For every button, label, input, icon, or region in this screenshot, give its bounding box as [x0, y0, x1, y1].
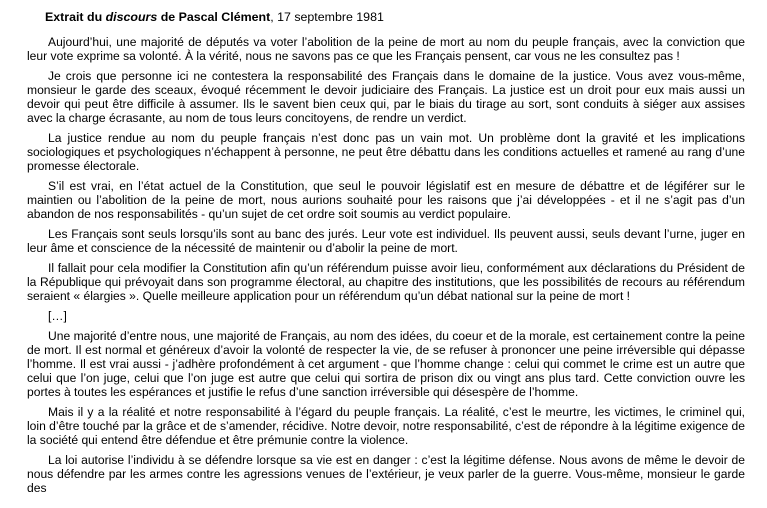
- title-date: , 17 septembre 1981: [270, 10, 384, 24]
- paragraph-7: Une majorité d’entre nous, une majorité de Français, au nom des idées, du coeur et de la morale, est certainement contre la peine de mort. Il est normal et généreux d’avoir la volonté de respecter la vie, de se refuser à prononcer une peine irréversible qui dépasse l’homme. Il est vrai aussi - j’adhère profondément à cet argument - que l’homme change : celui qui commet le crime est un autre que celui que l’on juge, celui que l’on juge est autre que celui qui sortira de prison dix ou vingt ans plus tard. Cette conviction ouvre les portes à toutes les espérances et justifie le refus d’une sanction irréversible qui désespère de l’homme.: [27, 329, 745, 399]
- paragraph-5: Les Français sont seuls lorsqu’ils sont au banc des jurés. Leur vote est individuel. Ils peuvent aussi, seuls devant l’urne, juger en leur âme et conscience de la nécessité de maintenir ou d’abolir la peine de mort.: [27, 227, 745, 255]
- document-title: [45, 9, 745, 25]
- paragraph-1: Aujourd’hui, une majorité de députés va voter l’abolition de la peine de mort au nom du peuple français, avec la conviction que leur vote exprime sa volonté. À la vérité, nous ne savons pas ce que les Français pensent, car vous ne les consultez pas !: [27, 35, 745, 63]
- title-prefix: Extrait du: [45, 10, 106, 24]
- paragraph-2: Je crois que personne ici ne contestera la responsabilité des Français dans le domaine de la justice. Vous avez vous-même, monsieur le garde des sceaux, évoqué récemment le devoir judiciaire des Français. La justice est un droit pour eux mais aussi un devoir qui peut être difficile à assumer. Ils le savent bien ceux qui, par le biais du tirage au sort, sont conduits à siéger aux assises avec la charge écrasante, au nom de tous leurs concitoyens, de rendre un verdict.: [27, 69, 745, 125]
- paragraph-8: Mais il y a la réalité et notre responsabilité à l’égard du peuple français. La réalité, c’est le meurtre, les victimes, le criminel qui, loin d’être touché par la grâce et de s’amender, récidive. Notre devoir, notre responsabilité, c’est de répondre à la légitime exigence de la société qui entend être défendue et être prémunie contre la violence.: [27, 405, 745, 447]
- paragraph-6: Il fallait pour cela modifier la Constitution afin qu’un référendum puisse avoir lieu, conformément aux déclarations du Président de la République qui prévoyait dans son programme électoral, au chapitre des institutions, que les possibilités de recours au référendum seraient « élargies ». Quelle meilleure application pour un référendum qu’un débat national sur la peine de mort !: [27, 261, 745, 303]
- title-italic-word: discours: [105, 10, 158, 24]
- paragraph-9: La loi autorise l’individu à se défendre lorsque sa vie est en danger : c’est la légitime défense. Nous avons de même le devoir de nous défendre par les armes contre les agressions venues de l’extérieur, je veux parler de la guerre. Vous-même, monsieur le garde des: [27, 453, 745, 495]
- paragraph-4: S’il est vrai, en l’état actuel de la Constitution, que seul le pouvoir législatif est en mesure de débattre et de légiférer sur le maintien ou l’abolition de la peine de mort, nous aurions souhaité pour les raisons que j’ai développées - et il ne s’agit pas d’un abandon de nos responsabilités - qu’un sujet de cet ordre soit soumis au verdict populaire.: [27, 179, 745, 221]
- paragraph-3: La justice rendue au nom du peuple français n’est donc pas un vain mot. Un problème dont la gravité et les implications sociologiques et psychologiques n’échappent à personne, ne peut être débattu dans les conditions actuelles et ramené au rang d’une promesse électorale.: [27, 131, 745, 173]
- ellipsis-marker: […]: [48, 309, 67, 323]
- title-author: de Pascal Clément: [157, 10, 271, 24]
